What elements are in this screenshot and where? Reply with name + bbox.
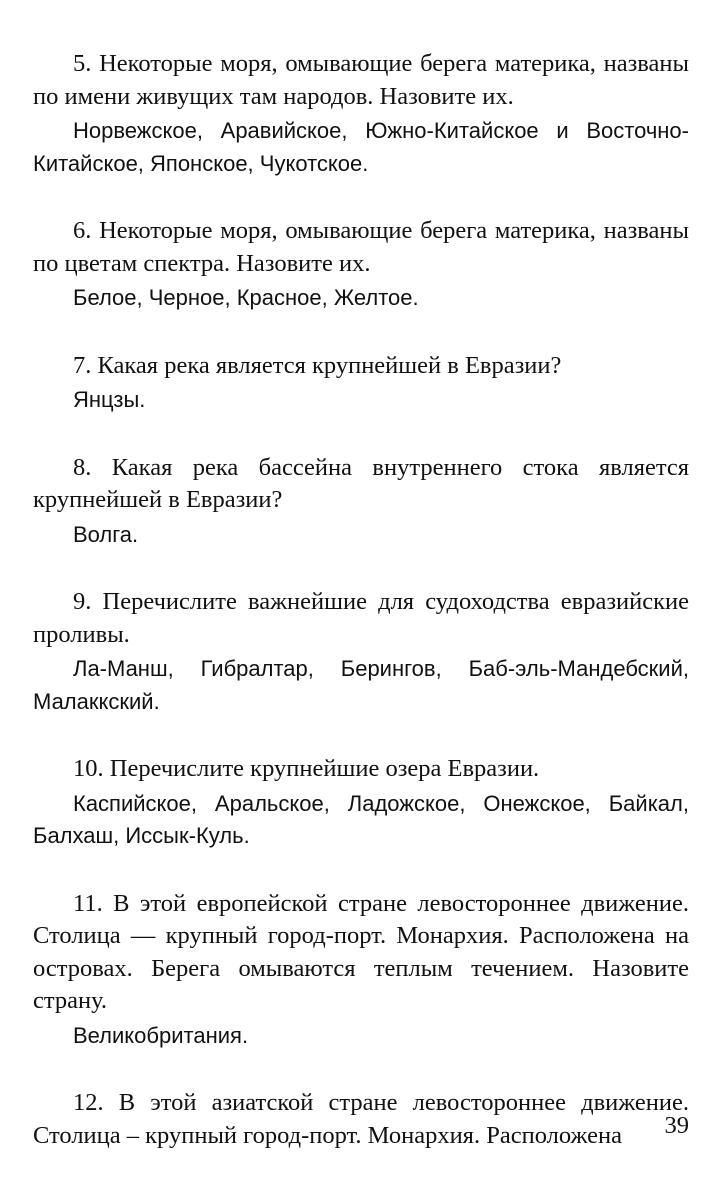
page-content xyxy=(33,48,689,1152)
question-5: 5. Некоторые моря, омывающие берега материка, названы по имени живущих там народов. Назовите их. xyxy=(33,50,689,110)
qa-item-10 xyxy=(33,753,689,853)
qa-item-6 xyxy=(33,215,689,315)
answer-6: Белое, Черное, Красное, Желтое. xyxy=(73,285,419,310)
question-7: 7. Какая река является крупнейшей в Евразии? xyxy=(73,351,562,379)
question-6: 6. Некоторые моря, омывающие берега материка, названы по цветам спектра. Назовите их. xyxy=(33,217,689,277)
question-10: 10. Перечислите крупнейшие озера Евразии. xyxy=(73,755,540,782)
answer-5: Норвежское, Аравийское, Южно-Китайское и Восточно-Китайское, Японское, Чукотское. xyxy=(33,118,689,176)
spacer xyxy=(33,551,689,586)
question-11: 11. В этой европейской стране левостороннее движение. Столица — крупный город-порт. Монархия. Расположена на островах. Берега омываются теплым течением. Назовите страну. xyxy=(33,889,689,1014)
qa-item-12 xyxy=(33,1087,689,1152)
page-number: 39 xyxy=(664,1112,689,1139)
qa-item-11 xyxy=(33,888,689,1053)
answer-10: Каспийское, Аральское, Ладожское, Онежское, Байкал, Балхаш, Иссык-Куль. xyxy=(33,790,689,848)
qa-item-7 xyxy=(33,350,689,417)
spacer xyxy=(33,1052,689,1087)
question-12: 12. В этой азиатской стране левостороннее движение. Столица – крупный город-порт. Монархия. Расположена xyxy=(33,1089,689,1149)
spacer xyxy=(33,315,689,350)
answer-8: Волга. xyxy=(73,521,139,547)
qa-item-8 xyxy=(33,452,689,552)
answer-11: Великобритания. xyxy=(73,1022,249,1048)
qa-item-9 xyxy=(33,586,689,718)
question-9: 9. Перечислите важнейшие для судоходства евразийские проливы. xyxy=(33,588,689,648)
qa-item-5 xyxy=(33,48,689,180)
spacer xyxy=(33,853,689,888)
answer-7: Янцзы. xyxy=(73,387,146,412)
question-8: 8. Какая река бассейна внутреннего стока является крупнейшей в Евразии? xyxy=(33,453,689,513)
answer-9: Ла-Манш, Гибралтар, Берингов, Баб-эль-Мандебский, Малаккский. xyxy=(33,656,689,714)
spacer xyxy=(33,417,689,452)
spacer xyxy=(33,180,689,215)
spacer xyxy=(33,718,689,753)
